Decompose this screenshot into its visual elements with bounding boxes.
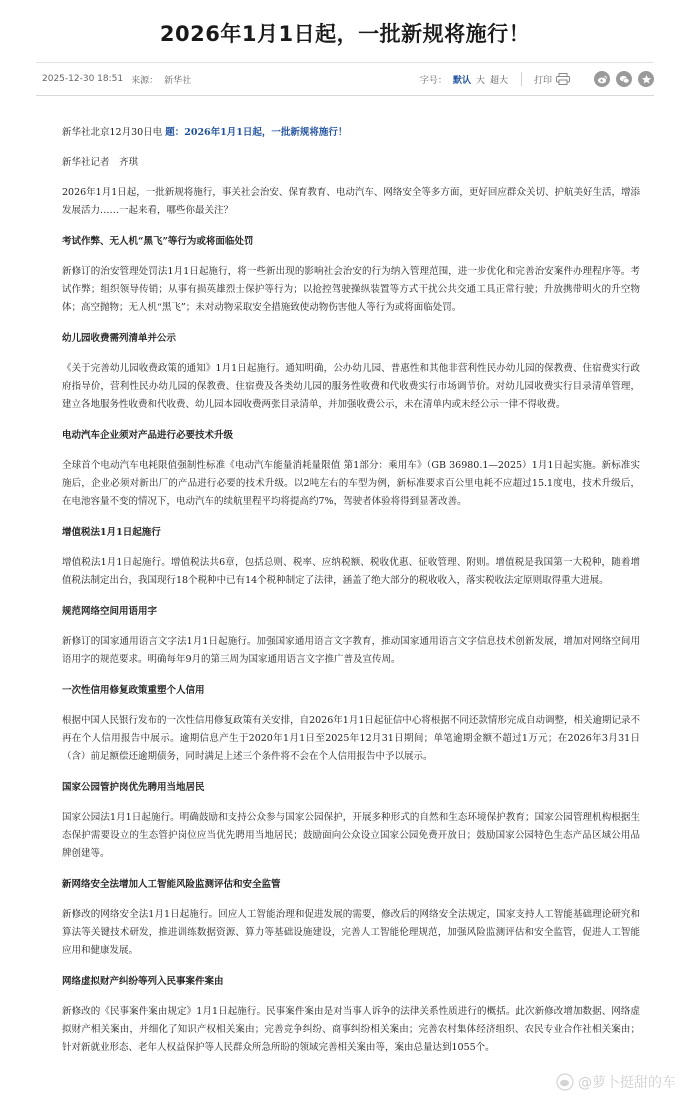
section-paragraph: 新修改的《民事案件案由规定》1月1日起施行。民事案件案由是对当事人诉争的法律关系性质进行的概括。此次新修改增加数据、网络虚拟财产相关案由，并细化了知识产权相关案由；完善竞争纠纷、商事纠纷相关案由；完善农村集体经济组织、农民专业合作社相关案由；针对新就业形态、老年人权益保护等人民群众所急所盼的领域完善相关案由等，案由总量达到1055个。 <box>62 1006 640 1053</box>
section-paragraph: 新修改的网络安全法1月1日起施行。回应人工智能治理和促进发展的需要，修改后的网络安全法规定，国家支持人工智能基础理论研究和算法等关键技术研发，推进训练数据资源、算力等基础设施建设，完善人工智能伦理规范，加强风险监测评估和安全监管，促进人工智能应用和健康发展。 <box>62 909 640 956</box>
section-heading: 规范网络空间用语用字 <box>62 606 158 617</box>
meta-divider <box>521 72 522 86</box>
intro-paragraph: 2026年1月1日起，一批新规将施行，事关社会治安、保育教育、电动汽车、网络安全等多方面，更好回应群众关切、护航美好生活，增添发展活力……一起来看，哪些你最关注？ <box>62 187 640 216</box>
font-size-xlarge-button[interactable]: 超大 <box>489 75 508 86</box>
article-meta-bar <box>36 62 654 96</box>
qzone-icon[interactable] <box>638 71 654 87</box>
watermark-text: @萝卜挺甜的车 <box>578 1075 676 1091</box>
section-heading: 国家公园管护岗优先聘用当地居民 <box>62 782 205 793</box>
print-button[interactable]: 打印 <box>533 75 552 86</box>
section-paragraph: 新修订的国家通用语言文字法1月1日起施行。加强国家通用语言文字教育，推动国家通用语言文字信息技术创新发展，增加对网络空间用语用字的规范要求。明确每年9月的第三周为国家通用语言文字推广普及宣传周。 <box>62 636 640 665</box>
section-heading: 一次性信用修复政策重塑个人信用 <box>62 685 205 696</box>
dateline <box>62 124 640 142</box>
weibo-watermark <box>556 1072 676 1092</box>
weibo-icon[interactable] <box>594 71 610 87</box>
section-heading: 考试作弊、无人机“黑飞”等行为或将面临处罚 <box>62 236 254 247</box>
section-paragraph: 《关于完善幼儿园收费政策的通知》1月1日起施行。通知明确，公办幼儿园、普惠性和其他非营利性民办幼儿园的保教费、住宿费实行政府指导价，营利性民办幼儿园的保教费、住宿费及各类幼儿园的服务性收费和代收费实行市场调节价。对幼儿园收费实行目录清单管理，建立各地服务性收费和代收费、幼儿园本园收费两张目录清单，并加强收费公示，未在清单内或未经公示一律不得收费。 <box>62 363 640 410</box>
publish-date: 2025-12-30 18:51 <box>42 74 124 84</box>
section-heading: 新网络安全法增加人工智能风险监测评估和安全监管 <box>62 879 281 890</box>
section-heading: 幼儿园收费需列清单并公示 <box>62 333 177 344</box>
font-size-label: 字号： <box>419 75 447 86</box>
section-heading: 网络虚拟财产纠纷等列入民事案件案由 <box>62 976 224 987</box>
article-body <box>62 124 640 1070</box>
section-paragraph: 增值税法1月1日起施行。增值税法共6章，包括总则、税率、应纳税额、税收优惠、征收管理、附则。增值税是我国第一大税种，随着增值税法制定出台，我国现行18个税种中已有14个税种制定了法律，涵盖了绝大部分的税收收入，落实税收法定原则取得重大进展。 <box>62 557 640 586</box>
font-size-default-button[interactable]: 默认 <box>452 75 471 86</box>
section-paragraph: 新修订的治安管理处罚法1月1日起施行，将一些新出现的影响社会治安的行为纳入管理范围，进一步优化和完善治安案件办理程序等。考试作弊；组织领导传销；从事有损英雄烈士保护等行为；以抢控驾驶操纵装置等方式干扰公共交通工具正常行驶；升放携带明火的升空物体；高空抛物；无人机“黑飞”；未对动物采取安全措施致使动物伤害他人等行为或将面临处罚。 <box>62 266 640 313</box>
section-paragraph: 全球首个电动汽车电耗限值强制性标准《电动汽车能量消耗量限值 第1部分：乘用车》（GB 36980.1—2025）1月1日起实施。新标准实施后，企业必须对新出厂的产品进行必要的技术升级。以2吨左右的车型为例，新标准要求百公里电耗不应超过15.1度电，技术升级后，在电池容量不变的情况下，电动汽车的续航里程平均将提高约7%，驾驶者体验将得到显著改善。 <box>62 460 640 507</box>
section-heading: 增值税法1月1日起施行 <box>62 527 161 538</box>
weibo-logo-icon <box>556 1073 574 1091</box>
source-label: 来源： <box>131 75 159 86</box>
article-headline: 2026年1月1日起，一批新规将施行！ <box>159 22 531 46</box>
font-size-large-button[interactable]: 大 <box>475 75 485 86</box>
dateline-title: 题：2026年1月1日起，一批新规将施行！ <box>165 127 348 138</box>
section-paragraph: 根据中国人民银行发布的一次性信用修复政策有关安排，自2026年1月1日起征信中心将根据不同还款情形完成自动调整，相关逾期记录不再在个人信用报告中展示。逾期信息产生于2020年1月1日至2025年12月31日期间；单笔逾期金额不超过1万元；在2026年3月31日（含）前足额偿还逾期债务，同时满足上述三个条件将不会在个人信用报告中予以展示。 <box>62 715 640 762</box>
byline: 新华社记者 齐琪 <box>62 157 139 168</box>
printer-icon[interactable] <box>556 73 570 85</box>
dateline-prefix: 新华社北京12月30日电 <box>62 127 163 138</box>
section-paragraph: 国家公园法1月1日起施行。明确鼓励和支持公众参与国家公园保护，开展多种形式的自然和生态环境保护教育；国家公园管理机构根据生态保护需要设立的生态管护岗位应当优先聘用当地居民；鼓励面向公众设立国家公园免费开放日；鼓励国家公园特色生态产品区域公用品牌创建等。 <box>62 812 640 859</box>
source-name: 新华社 <box>164 75 192 86</box>
wechat-icon[interactable] <box>616 71 632 87</box>
section-heading: 电动汽车企业须对产品进行必要技术升级 <box>62 430 234 441</box>
